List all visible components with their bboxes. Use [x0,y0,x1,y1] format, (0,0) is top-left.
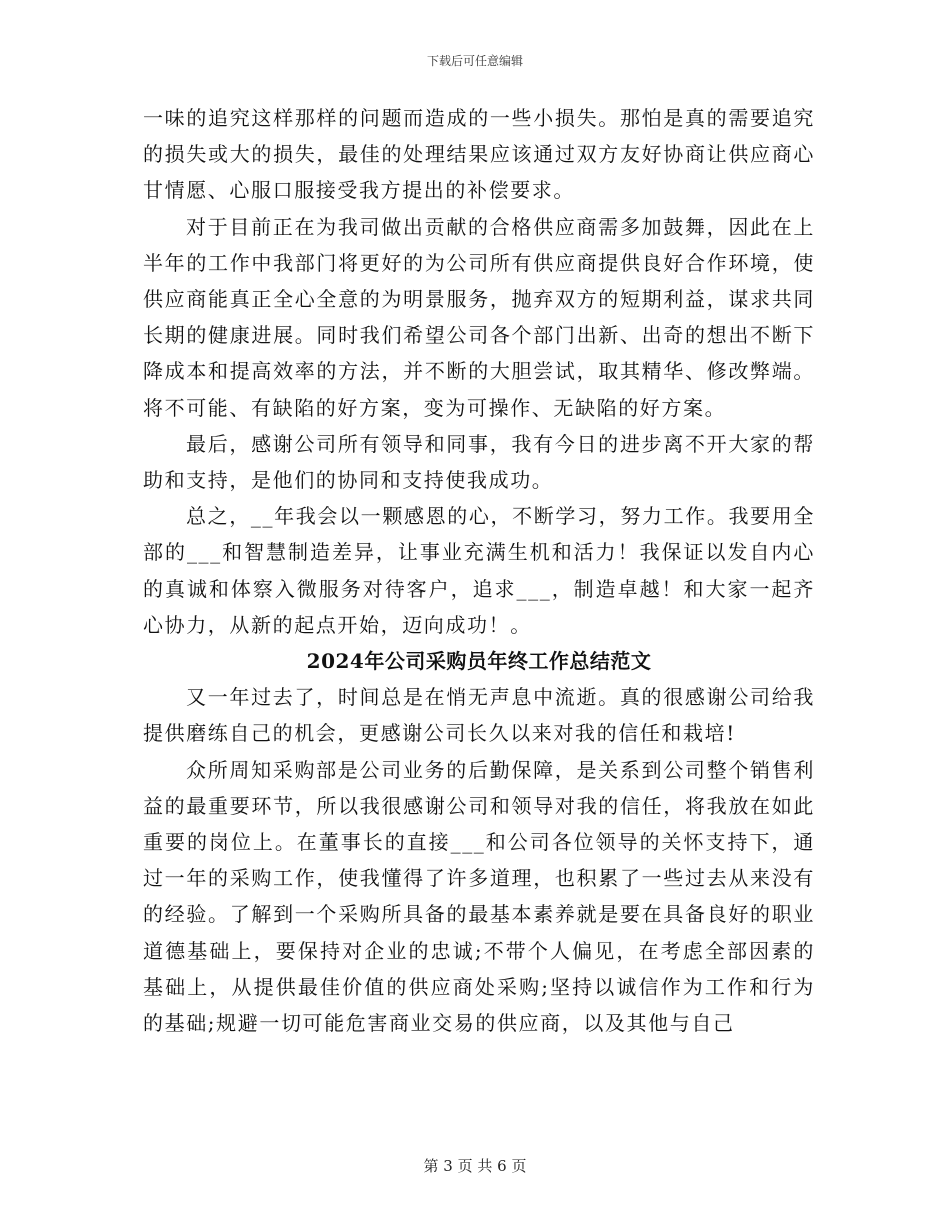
document-body [143,100,815,1041]
paragraph: 又一年过去了，时间总是在悄无声息中流逝。真的很感谢公司给我提供磨练自己的机会，更感谢公司长久以来对我的信任和栽培! [143,685,815,746]
section-heading: 2024年公司采购员年终工作总结范文 [306,649,652,674]
paragraph: 总之，__年我会以一颗感恩的心，不断学习，努力工作。我要用全部的___和智慧制造差异，让事业充满生机和活力！我保证以发自内心的真诚和体察入微服务对待客户，追求___，制造卓越！和大家一起齐心协力，从新的起点开始，迈向成功！。 [143,504,815,637]
paragraph: 最后，感谢公司所有领导和同事，我有今日的进步离不开大家的帮助和支持，是他们的协同和支持使我成功。 [143,431,815,493]
paragraph: 对于目前正在为我司做出贡献的合格供应商需多加鼓舞，因此在上半年的工作中我部门将更好的为公司所有供应商提供良好合作环境，使供应商能真正全心全意的为明景服务，抛弃双方的短期利益，谋求共同长期的健康进展。同时我们希望公司各个部门出新、出奇的想出不断下降成本和提高效率的方法，并不断的大胆尝试，取其精华、修改弊端。将不可能、有缺陷的好方案，变为可操作、无缺陷的好方案。 [143,214,815,420]
page-header-note: 下载后可任意编辑 [426,54,523,68]
paragraph: 众所周知采购部是公司业务的后勤保障，是关系到公司整个销售利益的最重要环节，所以我很感谢公司和领导对我的信任，将我放在如此重要的岗位上。在董事长的直接___和公司各位领导的关怀支持下，通过一年的采购工作，使我懂得了许多道理，也积累了一些过去从来没有的经验。了解到一个采购所具备的最基本素养就是要在具备良好的职业道德基础上，要保持对企业的忠诚;不带个人偏见，在考虑全部因素的基础上，从提供最佳价值的供应商处采购;坚持以诚信作为工作和行为的基础;规避一切可能危害商业交易的供应商，以及其他与自己 [143,757,815,1036]
page-number: 第 3 页 共 6 页 [423,1157,527,1175]
paragraph: 一味的追究这样那样的问题而造成的一些小损失。那怕是真的需要追究的损失或大的损失，最佳的处理结果应该通过双方友好协商让供应商心甘情愿、心服口服接受我方提出的补偿要求。 [143,106,815,203]
